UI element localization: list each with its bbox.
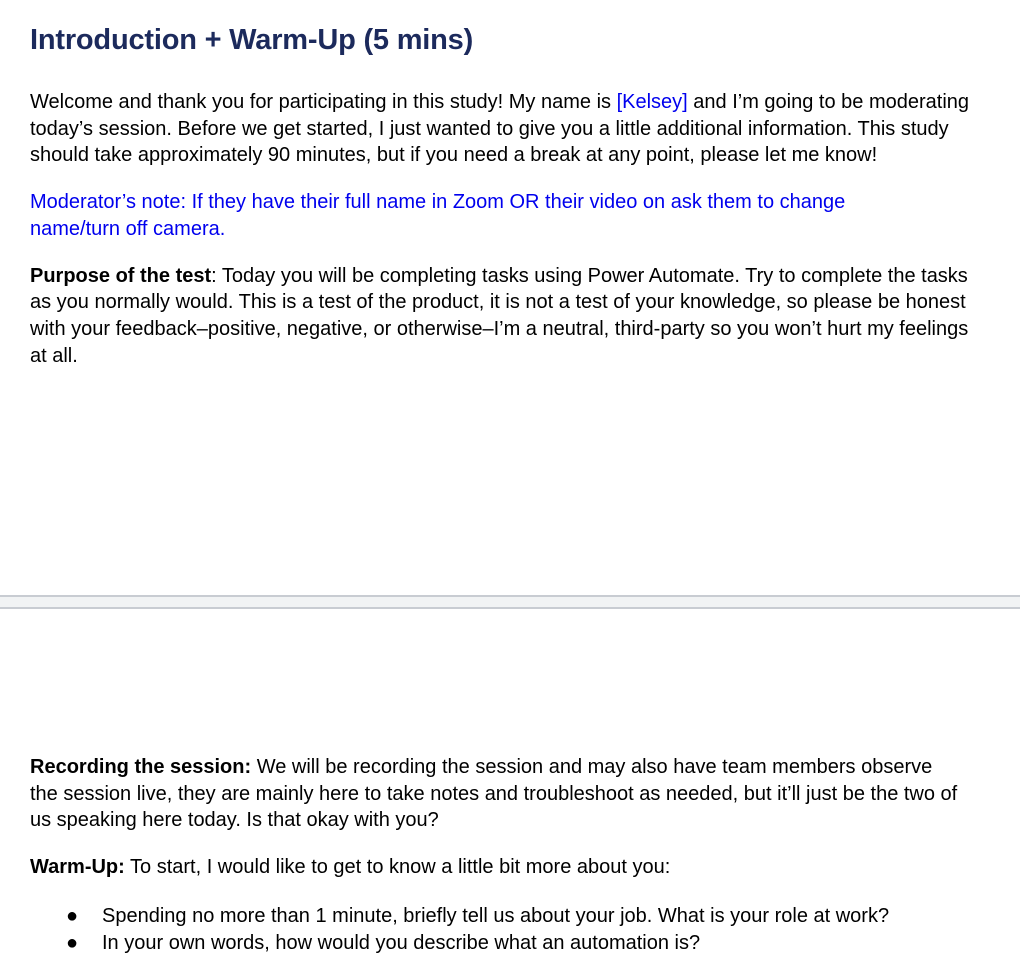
recording-paragraph	[30, 754, 965, 834]
purpose-paragraph	[30, 263, 970, 370]
recording-label: Recording the session:	[30, 756, 252, 778]
moderator-note: Moderator’s note: If they have their full name in Zoom OR their video on ask them to change name/turn off camera.	[30, 191, 846, 240]
warmup-question-list	[30, 903, 970, 957]
welcome-text-start: Welcome and thank you for participating in this study! My name is	[30, 91, 617, 113]
section-heading: Introduction + Warm-Up (5 mins)	[30, 24, 474, 56]
welcome-text-end: and I’m going to be moderating today’s session. Before we get started, I just wanted to give you a little additional information. This study should take approximately 90 minutes, but if you need a break at any point, please let me know!	[30, 91, 970, 167]
moderator-name-placeholder: [Kelsey]	[616, 91, 688, 113]
warmup-paragraph	[30, 854, 970, 881]
page-2-content	[30, 754, 970, 957]
purpose-text: : Today you will be completing tasks using Power Automate. Try to complete the tasks as you normally would. This is a test of the product, it is not a test of your knowledge, so please be honest with your feedback–positive, negative, or otherwise–I’m a neutral, third-party so you won’t hurt my feelings at all.	[30, 264, 969, 367]
question-text: Spending no more than 1 minute, briefly tell us about your job. What is your role at work?	[102, 904, 890, 927]
bullet-icon: ●	[66, 904, 79, 927]
page-break	[0, 595, 1020, 609]
warmup-label: Warm-Up:	[30, 856, 125, 879]
welcome-paragraph	[30, 89, 970, 169]
question-text: In your own words, how would you describe what an automation is?	[102, 931, 701, 954]
document-page-2	[0, 609, 1020, 972]
purpose-label: Purpose of the test	[30, 264, 212, 287]
warmup-text: To start, I would like to get to know a little bit more about you:	[124, 856, 671, 879]
page-1-content	[30, 20, 970, 369]
list-item	[30, 930, 970, 957]
list-item	[30, 903, 970, 930]
bullet-icon: ●	[66, 931, 79, 954]
recording-text: We will be recording the session and may also have team members observe the session live, they are mainly here to take notes and troubleshoot as needed, but it’ll just be the two of us speaking here today. Is that okay with you?	[30, 756, 958, 832]
